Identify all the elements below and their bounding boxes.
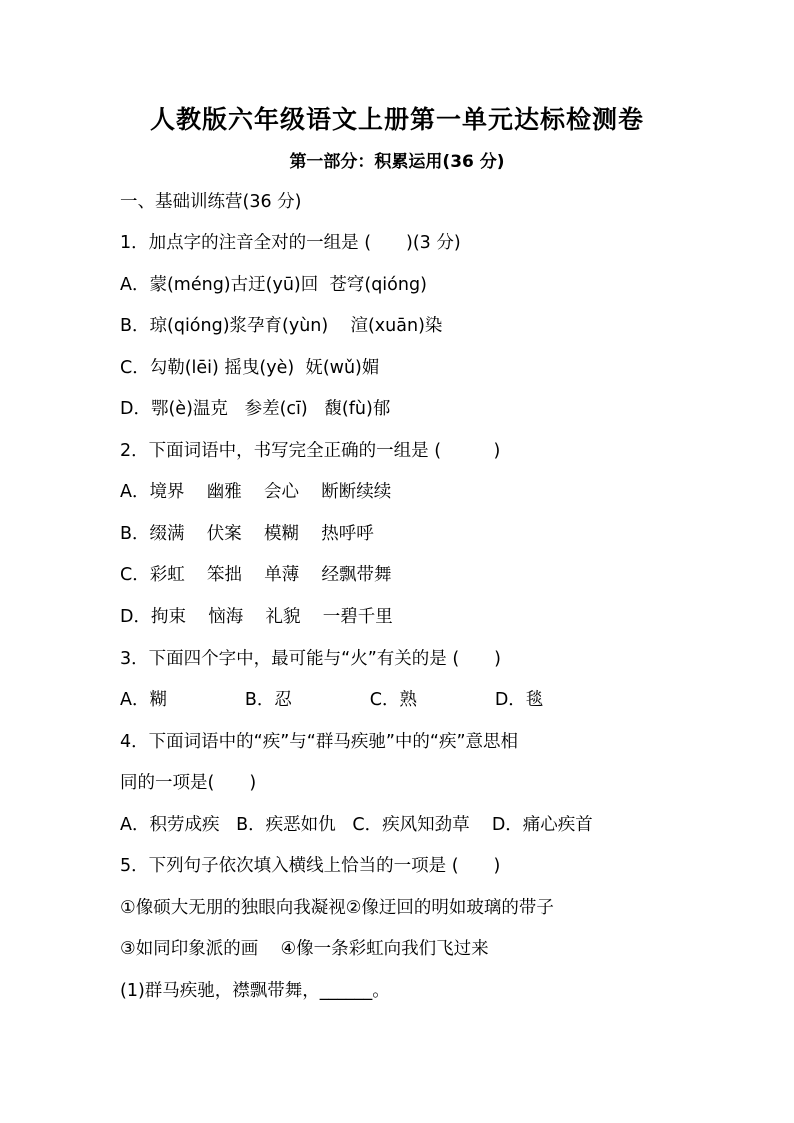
question-5: 5．下列句子依次填入横线上恰当的一项是 ( ) [120,856,501,876]
q1-option-d: D．鄂(è)温克 参差(cī) 馥(fù)郁 [120,399,391,419]
q2-option-c: C．彩虹 笨拙 单薄 经飘带舞 [120,565,392,585]
question-1: 1．加点字的注音全对的一组是 ( )(3 分) [120,233,461,253]
q2-option-b: B．缀满 伏案 模糊 热呼呼 [120,524,374,544]
q1-option-b: B．琼(qióng)浆孕育(yùn) 渲(xuān)染 [120,316,443,336]
question-4: 4．下面词语中的“疾”与“群马疾驰”中的“疾”意思相 [120,732,519,752]
section-subtitle: 第一部分：积累运用(36 分) [289,152,505,172]
q3-options: A．糊 B．忍 C．熟 D．毯 [120,690,544,710]
q5-choices-1: ①像硕大无朋的独眼向我凝视②像迂回的明如玻璃的带子 [120,898,554,918]
question-4-cont: 同的一项是( ) [120,773,257,793]
q1-option-a: A．蒙(méng)古迂(yū)回 苍穹(qióng) [120,275,427,295]
q4-options: A．积劳成疾 B．疾恶如仇 C．疾风知劲草 D．痛心疾首 [120,815,593,835]
section-heading: 一、基础训练营(36 分) [120,192,302,212]
q2-option-d: D．拘束 恼海 礼貌 一碧千里 [120,607,393,627]
question-2: 2．下面词语中，书写完全正确的一组是 ( ) [120,441,501,461]
page-title: 人教版六年级语文上册第一单元达标检测卷 [149,105,644,134]
q2-option-a: A．境界 幽雅 会心 断断续续 [120,482,392,502]
q5-choices-2: ③如同印象派的画 ④像一条彩虹向我们飞过来 [120,939,489,959]
question-3: 3．下面四个字中，最可能与“火”有关的是 ( ) [120,649,501,669]
q1-option-c: C．勾勒(lēi) 摇曳(yè) 妩(wǔ)媚 [120,358,380,378]
q5-sentence-1: (1)群马疾驰，襟飘带舞，______。 [120,981,390,1001]
